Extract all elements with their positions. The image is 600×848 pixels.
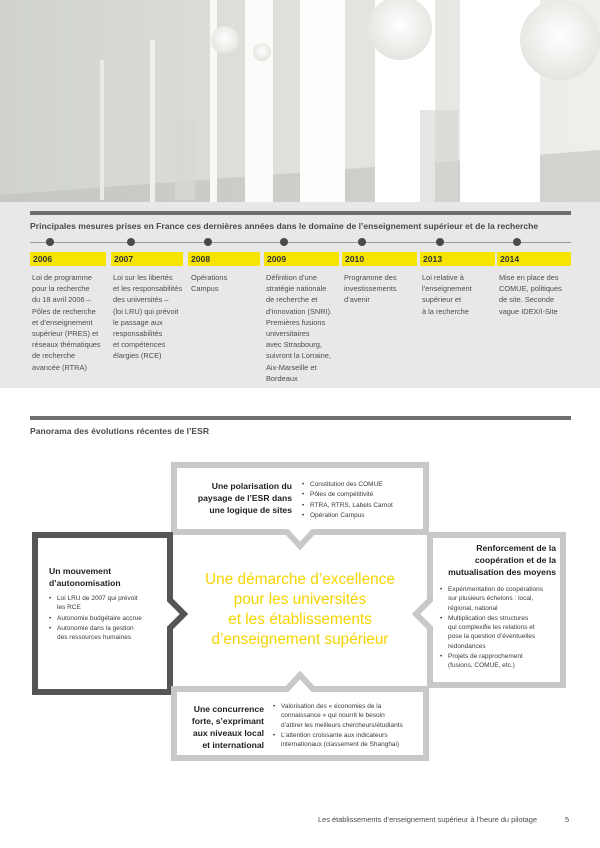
timeline-title: Principales mesures prises en France ces dernières années dans le domaine de l’enseignement supérieur et de la recherche bbox=[30, 221, 539, 231]
timeline-text-2010: Programme des investissements d’avenir bbox=[344, 273, 397, 305]
bullet: • Opération Campus bbox=[302, 511, 420, 520]
year-2009: 2009 bbox=[264, 252, 339, 266]
panorama-title: Panorama des évolutions récentes de l’ESR bbox=[30, 426, 210, 436]
timeline-text-2007: Loi sur les libertés et les responsabilités des universités – (loi LRU) qui prévoit le passage aux responsabilités et compétences élargies (RCE) bbox=[113, 273, 183, 361]
timeline-text-2009: Définition d’une stratégie nationale de recherche et d’innovation (SNRI). Premières fusions universitaires avec Strasbourg, suivront la Lorraine, Aix-Marseille et Bordeaux bbox=[266, 273, 333, 383]
bullet: • Loi LRU de 2007 qui prévoit les RCE bbox=[49, 594, 167, 613]
year-2014: 2014 bbox=[497, 252, 571, 266]
bullet: • Constitution des COMUE bbox=[302, 480, 420, 489]
bullet: • Pôles de compétitivité bbox=[302, 490, 420, 499]
top-box-bullets bbox=[302, 480, 420, 521]
year-2007: 2007 bbox=[111, 252, 183, 266]
left-box-title: Un mouvement d’autonomisation bbox=[49, 566, 121, 588]
bullet: • Expérimentation de coopérations sur plusieurs échelons : local, régional, national bbox=[440, 585, 560, 613]
timeline-text-2008: Opérations Campus bbox=[191, 273, 228, 294]
year-2006: 2006 bbox=[30, 252, 106, 266]
left-box-bullets bbox=[49, 594, 167, 643]
year-2010: 2010 bbox=[342, 252, 417, 266]
bottom-box-title: Une concurrence forte, s’exprimant aux niveaux local et international bbox=[191, 704, 264, 750]
timeline-text-2014: Mise en place des COMUE, politiques de site. Seconde vague IDEX/I-Site bbox=[499, 273, 562, 316]
bottom-box-bullets bbox=[273, 702, 423, 750]
bullet: • Valorisation des « économies de la connaissance » qui nourrit le besoin d’attirer les meilleurs chercheurs/étudiants bbox=[273, 702, 423, 730]
right-box-bullets bbox=[440, 585, 560, 672]
page-number: 5 bbox=[565, 815, 570, 824]
timeline-text-2006: Loi de programme pour la recherche du 18 avril 2006 – Pôles de recherche et d’enseignement supérieur (PRES) et réseaux thématiques de recherche avancée (RTRA) bbox=[32, 273, 101, 372]
bullet: • Autonomie dans la gestion des ressources humaines bbox=[49, 624, 167, 643]
footer-text: Les établissements d’enseignement supérieur à l’heure du pilotage bbox=[318, 815, 537, 824]
bullet: • RTRA, RTRS, Labels Carnot bbox=[302, 501, 420, 510]
center-statement: Une démarche d’excellence pour les universités et les établissements d’enseignement supérieur bbox=[205, 571, 395, 648]
timeline-text-2013: Loi relative à l’enseignement supérieur et à la recherche bbox=[422, 273, 472, 316]
year-2013: 2013 bbox=[420, 252, 495, 266]
right-box-title: Renforcement de la coopération et de la mutualisation des moyens bbox=[448, 543, 556, 577]
bullet: • Autonomie budgétaire accrue bbox=[49, 614, 167, 623]
bullet: • Multiplication des structures qui complexifie les relations et pose la question d’éventuelles redondances bbox=[440, 614, 560, 651]
year-2008: 2008 bbox=[188, 252, 260, 266]
bullet: • L’attention croissante aux indicateurs internationaux (classement de Shanghai) bbox=[273, 731, 423, 750]
bullet: • Projets de rapprochement (fusions, COMUE, etc.) bbox=[440, 652, 560, 671]
top-box-title: Une polarisation du paysage de l’ESR dans une logique de sites bbox=[197, 481, 292, 515]
